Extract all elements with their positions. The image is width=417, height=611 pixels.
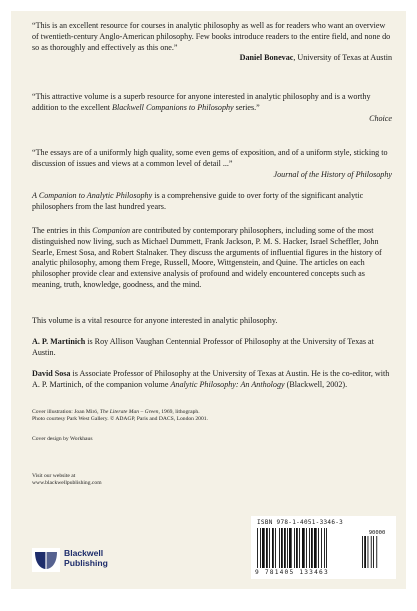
addon-bar — [368, 536, 369, 568]
review-quote-start: “This attractive volume is a superb resource for anyone interested in analytic philosophy and is a worthy addition to the excellent — [32, 92, 371, 112]
barcode-bar — [279, 528, 280, 568]
anthology-title: Analytic Philosophy: An Anthology — [170, 379, 285, 389]
book-title: A Companion to Analytic Philosophy — [32, 191, 153, 200]
back-cover — [11, 11, 406, 589]
barcode-bar — [311, 528, 313, 568]
description-text: is a comprehensive guide to over forty of the significant analytic philosophers from the last hundred years. — [32, 191, 364, 211]
barcode-bar — [318, 528, 319, 568]
cover-credits — [32, 409, 392, 424]
barcode-bar — [269, 528, 270, 568]
editor-bio-sosa — [32, 369, 392, 391]
addon-bar — [376, 536, 377, 568]
editor-bio: is Associate Professor of Philosophy at the University of Texas at Austin. He is the co-editor, with A. P. Martinich, of the companion volume — [32, 369, 390, 389]
isbn-text: ISBN 978-1-4051-3346-3 — [257, 519, 344, 526]
barcode-bar — [284, 528, 286, 568]
barcode-bar — [309, 528, 310, 568]
addon-bar — [371, 536, 372, 568]
barcode-bar — [314, 528, 317, 568]
reviewer-affiliation: , University of Texas at Austin — [293, 53, 392, 63]
entries-text: are contributed by contemporary philosophers, including some of the most distinguished now living, such as Michael Dummett, Frank Jackson, P. M. S. Hacker, Israel Scheffler, John Searle, Ernest Sosa, and Robert Stalnaker. They discuss the arguments of influential figures in the history of analytic philosophy, among them Frege, Russell, Moore, Wittgenstein, and Quine. The articles on each philosopher provide clear and extensive analysis of profound and widely encountered concepts such as meaning, truth, knowledge, goodness, and the mind. — [32, 226, 382, 289]
barcode-bar — [302, 528, 305, 568]
review-source: Journal of the History of Philosophy — [273, 169, 392, 179]
barcode-bar — [306, 528, 307, 568]
editor-bio: is Roy Allison Vaughan Centennial Professor of Philosophy at the University of Texas at Austin. — [32, 337, 374, 357]
photo-credit: Photo courtesy Park West Gallery. © ADAGP, Paris and DACS, London 2001. — [32, 416, 208, 423]
barcode-bar — [260, 528, 261, 568]
book-description — [32, 191, 392, 213]
review-quote: “This is an excellent resource for courses in analytic philosophy as well as for readers who want an overview of twentieth-century Anglo-American philosophy. Few books introduce readers to the entire field, and none do so as thoroughly and effectively as this one.” — [32, 21, 391, 52]
addon-number: 90000 — [368, 530, 386, 536]
barcode-bar — [262, 528, 265, 568]
barcode-bar — [275, 528, 276, 568]
review-source: Choice — [369, 113, 392, 123]
barcode-bar — [326, 528, 327, 568]
website-info — [32, 473, 392, 488]
addon-bar — [362, 536, 363, 568]
credit-line-end: , 1969, lithograph. — [158, 409, 200, 415]
barcode-icon — [257, 528, 390, 568]
series-title: Blackwell Companions to Philosophy — [112, 102, 234, 112]
cover-design-credit: Cover design by Workhaus — [32, 436, 93, 442]
addon-bar — [364, 536, 366, 568]
artwork-title: The Literate Man – Green — [99, 409, 159, 415]
review-journal — [32, 148, 392, 180]
barcode-bar — [257, 528, 258, 568]
review-choice — [32, 92, 392, 124]
barcode-bar — [294, 528, 295, 568]
barcode-bar — [299, 528, 300, 568]
editor-name: David Sosa — [32, 369, 71, 378]
editor-bio-end: (Blackwell, 2002). — [284, 379, 348, 389]
editor-name: A. P. Martinich — [32, 337, 86, 346]
barcode-panel — [251, 516, 396, 579]
entries-paragraph — [32, 226, 392, 291]
publisher-name — [64, 548, 108, 568]
blackwell-logo-icon — [32, 548, 60, 572]
publisher-logo — [32, 546, 112, 582]
barcode-bar — [287, 528, 288, 568]
barcode-bar — [281, 528, 283, 568]
review-attribution — [32, 53, 392, 64]
resource-line: This volume is a vital resource for anyone interested in analytic philosophy. — [32, 316, 278, 325]
companion-word: Companion — [92, 226, 131, 235]
addon-bar — [373, 536, 374, 568]
editor-bio-martinich — [32, 337, 392, 359]
website-label: Visit our website at — [32, 473, 76, 479]
barcode-bar — [321, 528, 322, 568]
reviewer-name: Daniel Bonevac — [239, 53, 294, 63]
barcode-bar — [272, 528, 274, 568]
website-url: www.blackwellpublishing.com — [32, 480, 102, 487]
barcode-number: 9 781405 133463 — [255, 569, 329, 576]
review-quote-end: series.” — [233, 102, 260, 112]
barcode-bar — [266, 528, 268, 568]
credit-line-start: Cover illustration: Joan Miró, — [32, 409, 100, 415]
publisher-line2: Publishing — [64, 558, 108, 568]
barcode-bar — [296, 528, 298, 568]
review-bonevac — [32, 21, 392, 64]
review-quote: “The essays are of a uniformly high quality, some even gems of exposition, and of a uniform style, sticking to discussion of issues and views at a common level of detail ...” — [32, 148, 388, 168]
entries-start: The entries in this — [32, 226, 93, 235]
barcode-bar — [324, 528, 325, 568]
barcode-bar — [289, 528, 292, 568]
publisher-line1: Blackwell — [64, 548, 104, 558]
